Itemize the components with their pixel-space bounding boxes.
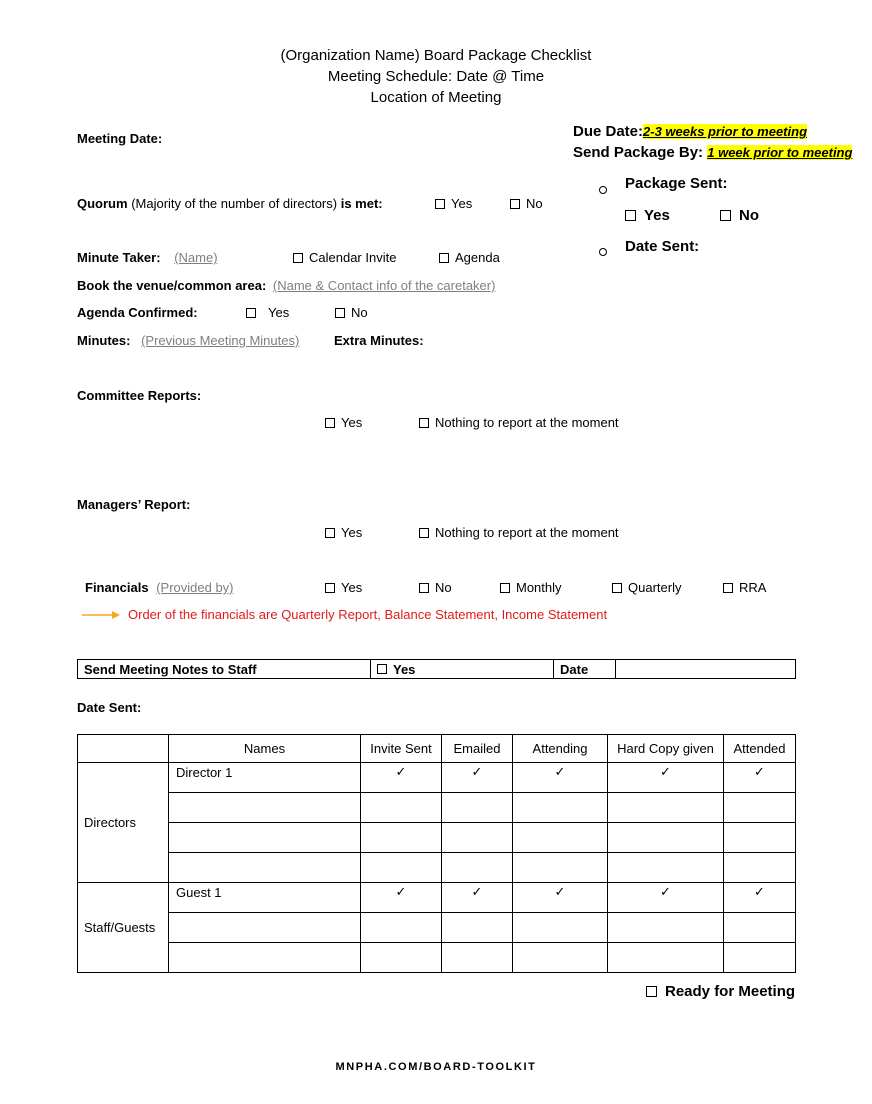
checkbox-label: Yes [268, 305, 290, 320]
arrow-right-icon [81, 608, 121, 626]
notes-label-cell: Send Meeting Notes to Staff [78, 660, 371, 679]
check-cell[interactable] [724, 913, 796, 943]
check-cell[interactable]: ✓ [724, 883, 796, 913]
checkbox-label: Yes [341, 580, 363, 595]
checkbox-icon [625, 210, 636, 221]
send-by-value: 1 week prior to meeting [707, 145, 853, 160]
check-cell[interactable] [442, 853, 513, 883]
check-cell[interactable] [442, 913, 513, 943]
checkbox-icon [500, 583, 510, 593]
checkbox-icon [419, 583, 429, 593]
committee-yes-checkbox[interactable] [325, 415, 362, 430]
check-cell[interactable] [513, 853, 608, 883]
column-header: Emailed [442, 735, 513, 763]
check-cell[interactable] [442, 943, 513, 973]
minutes-label: Minutes: [77, 333, 131, 348]
checkbox-icon [646, 986, 657, 997]
checkbox-label: Yes [644, 207, 670, 224]
name-cell[interactable] [169, 823, 361, 853]
check-cell[interactable] [608, 853, 724, 883]
check-cell[interactable] [608, 793, 724, 823]
name-cell[interactable] [169, 793, 361, 823]
committee-nothing-checkbox[interactable] [419, 415, 619, 430]
check-cell[interactable] [724, 943, 796, 973]
check-cell[interactable] [608, 913, 724, 943]
table-row [78, 883, 796, 913]
column-header: Invite Sent [361, 735, 442, 763]
column-header: Names [169, 735, 361, 763]
check-cell[interactable] [442, 793, 513, 823]
check-cell[interactable]: ✓ [513, 763, 608, 793]
financials-label: Financials [85, 580, 149, 595]
date-sent-row-label: Date Sent: [77, 700, 142, 715]
financials-provided-by-field[interactable]: (Provided by) [156, 580, 234, 595]
checkbox-icon [325, 583, 335, 593]
name-cell[interactable]: Guest 1 [169, 883, 361, 913]
package-sent-label: Package Sent: [625, 175, 728, 192]
column-header: Hard Copy given [608, 735, 724, 763]
checkbox-icon [612, 583, 622, 593]
notes-date-input-cell[interactable] [616, 660, 796, 679]
table-row [78, 913, 796, 943]
due-date-value: 2-3 weeks prior to meeting [643, 124, 808, 139]
send-by-label: Send Package By: [573, 144, 704, 161]
check-cell[interactable] [608, 943, 724, 973]
check-cell[interactable] [361, 823, 442, 853]
minute-taker-label: Minute Taker: [77, 250, 161, 265]
minute-taker-row [77, 250, 227, 265]
minutes-row [77, 333, 299, 348]
committee-reports-label: Committee Reports: [77, 388, 202, 403]
bullet-circle-icon [599, 243, 607, 261]
column-header: Attending [513, 735, 608, 763]
check-cell[interactable] [513, 913, 608, 943]
checkbox-icon [439, 253, 449, 263]
managers-yes-checkbox[interactable] [325, 525, 362, 540]
check-cell[interactable] [361, 853, 442, 883]
checkbox-label: No [739, 207, 759, 224]
quorum-yes-checkbox[interactable] [435, 196, 472, 211]
check-cell[interactable] [442, 823, 513, 853]
meeting-location: Location of Meeting [370, 89, 502, 106]
notes-yes-cell[interactable] [371, 660, 554, 679]
checkbox-label: RRA [739, 580, 767, 595]
checkbox-icon [325, 418, 335, 428]
check-cell[interactable]: ✓ [608, 763, 724, 793]
due-date-label: Due Date: [573, 123, 644, 140]
checkbox-label: Ready for Meeting [665, 983, 796, 1000]
checkbox-icon [435, 199, 445, 209]
check-cell[interactable] [513, 793, 608, 823]
quorum-met-label: is met: [340, 196, 383, 211]
group-label-directors: Directors [78, 763, 169, 883]
checkbox-label: No [526, 196, 543, 211]
check-cell[interactable] [361, 793, 442, 823]
minutes-field[interactable]: (Previous Meeting Minutes) [141, 333, 300, 348]
checkbox-label: Yes [341, 525, 363, 540]
financials-order-note: Order of the financials are Quarterly Report, Balance Statement, Income Statement [128, 607, 608, 622]
check-cell[interactable] [724, 823, 796, 853]
name-cell[interactable] [169, 853, 361, 883]
checkbox-icon [246, 308, 256, 318]
financials-rra-checkbox[interactable] [723, 580, 766, 595]
table-row [78, 853, 796, 883]
send-package-by [573, 144, 852, 161]
agenda-confirmed-yes-checkbox[interactable] [246, 305, 289, 320]
quorum-row [77, 196, 383, 211]
financials-row [85, 580, 234, 595]
check-cell[interactable]: ✓ [608, 883, 724, 913]
package-sent-no-checkbox[interactable] [720, 207, 759, 224]
agenda-confirmed-no-checkbox[interactable] [335, 305, 368, 320]
checkbox-label: No [435, 580, 452, 595]
name-cell[interactable]: Director 1 [169, 763, 361, 793]
checkbox-icon [419, 528, 429, 538]
checkbox-icon [723, 583, 733, 593]
meeting-date-label: Meeting Date: [77, 131, 163, 146]
table-row [78, 823, 796, 853]
managers-nothing-checkbox[interactable] [419, 525, 619, 540]
date-sent-label: Date Sent: [625, 238, 700, 255]
financials-monthly-checkbox[interactable] [500, 580, 562, 595]
venue-field[interactable]: (Name & Contact info of the caretaker) [272, 278, 496, 293]
check-cell[interactable] [361, 943, 442, 973]
financials-no-checkbox[interactable] [419, 580, 452, 595]
meeting-schedule: Meeting Schedule: Date @ Time [327, 68, 545, 85]
minute-taker-field[interactable]: (Name) [174, 250, 218, 265]
attendance-table [77, 734, 796, 973]
checkbox-icon [293, 253, 303, 263]
checkbox-label: Quarterly [628, 580, 682, 595]
checkbox-label: Nothing to report at the moment [435, 415, 619, 430]
financials-yes-checkbox[interactable] [325, 580, 362, 595]
checkbox-label: No [351, 305, 368, 320]
bullet-circle-icon [599, 181, 607, 199]
footer-url: MNPHA.COM/BOARD-TOOLKIT [335, 1061, 537, 1073]
group-label-staff-guests: Staff/Guests [78, 883, 169, 973]
check-cell[interactable] [513, 943, 608, 973]
name-cell[interactable] [169, 913, 361, 943]
ready-for-meeting-checkbox[interactable] [646, 983, 795, 1000]
table-row [78, 793, 796, 823]
check-cell[interactable] [724, 793, 796, 823]
checkbox-label: Yes [393, 661, 416, 677]
package-sent-yes-checkbox[interactable] [625, 207, 670, 224]
name-cell[interactable] [169, 943, 361, 973]
table-header-row [78, 735, 796, 763]
checkbox-label: Monthly [516, 580, 562, 595]
column-header: Attended [724, 735, 796, 763]
check-cell[interactable] [724, 853, 796, 883]
check-cell[interactable]: ✓ [724, 763, 796, 793]
notes-yes-checkbox[interactable] [377, 662, 553, 677]
checkbox-label: Nothing to report at the moment [435, 525, 619, 540]
table-row [78, 763, 796, 793]
check-cell[interactable]: ✓ [361, 883, 442, 913]
check-cell[interactable]: ✓ [442, 763, 513, 793]
table-row [78, 943, 796, 973]
financials-quarterly-checkbox[interactable] [612, 580, 681, 595]
meeting-notes-table [77, 659, 796, 679]
checkbox-icon [510, 199, 520, 209]
checkbox-icon [335, 308, 345, 318]
check-cell[interactable] [608, 823, 724, 853]
checkbox-icon [325, 528, 335, 538]
check-cell[interactable] [361, 913, 442, 943]
venue-row [77, 278, 495, 293]
quorum-no-checkbox[interactable] [510, 196, 543, 211]
agenda-confirmed-label: Agenda Confirmed: [77, 305, 198, 320]
due-date [573, 123, 807, 140]
checkbox-icon [720, 210, 731, 221]
checkbox-label: Calendar Invite [309, 250, 397, 265]
checkbox-label: Yes [451, 196, 473, 211]
quorum-label: Quorum [77, 196, 128, 211]
checkbox-icon [377, 664, 387, 674]
check-cell[interactable]: ✓ [361, 763, 442, 793]
extra-minutes-label: Extra Minutes: [334, 333, 424, 348]
calendar-invite-checkbox[interactable] [293, 250, 396, 265]
quorum-description: (Majority of the number of directors) [131, 196, 338, 211]
checkbox-label: Agenda [455, 250, 500, 265]
checkbox-icon [419, 418, 429, 428]
check-cell[interactable]: ✓ [442, 883, 513, 913]
agenda-checkbox[interactable] [439, 250, 500, 265]
document-title: (Organization Name) Board Package Checklist [280, 47, 592, 64]
venue-label: Book the venue/common area: [77, 278, 267, 293]
managers-report-label: Managers’ Report: [77, 497, 191, 512]
check-cell[interactable]: ✓ [513, 883, 608, 913]
checkbox-label: Yes [341, 415, 363, 430]
notes-date-label-cell: Date [554, 660, 616, 679]
header-empty-cell [78, 735, 169, 763]
check-cell[interactable] [513, 823, 608, 853]
